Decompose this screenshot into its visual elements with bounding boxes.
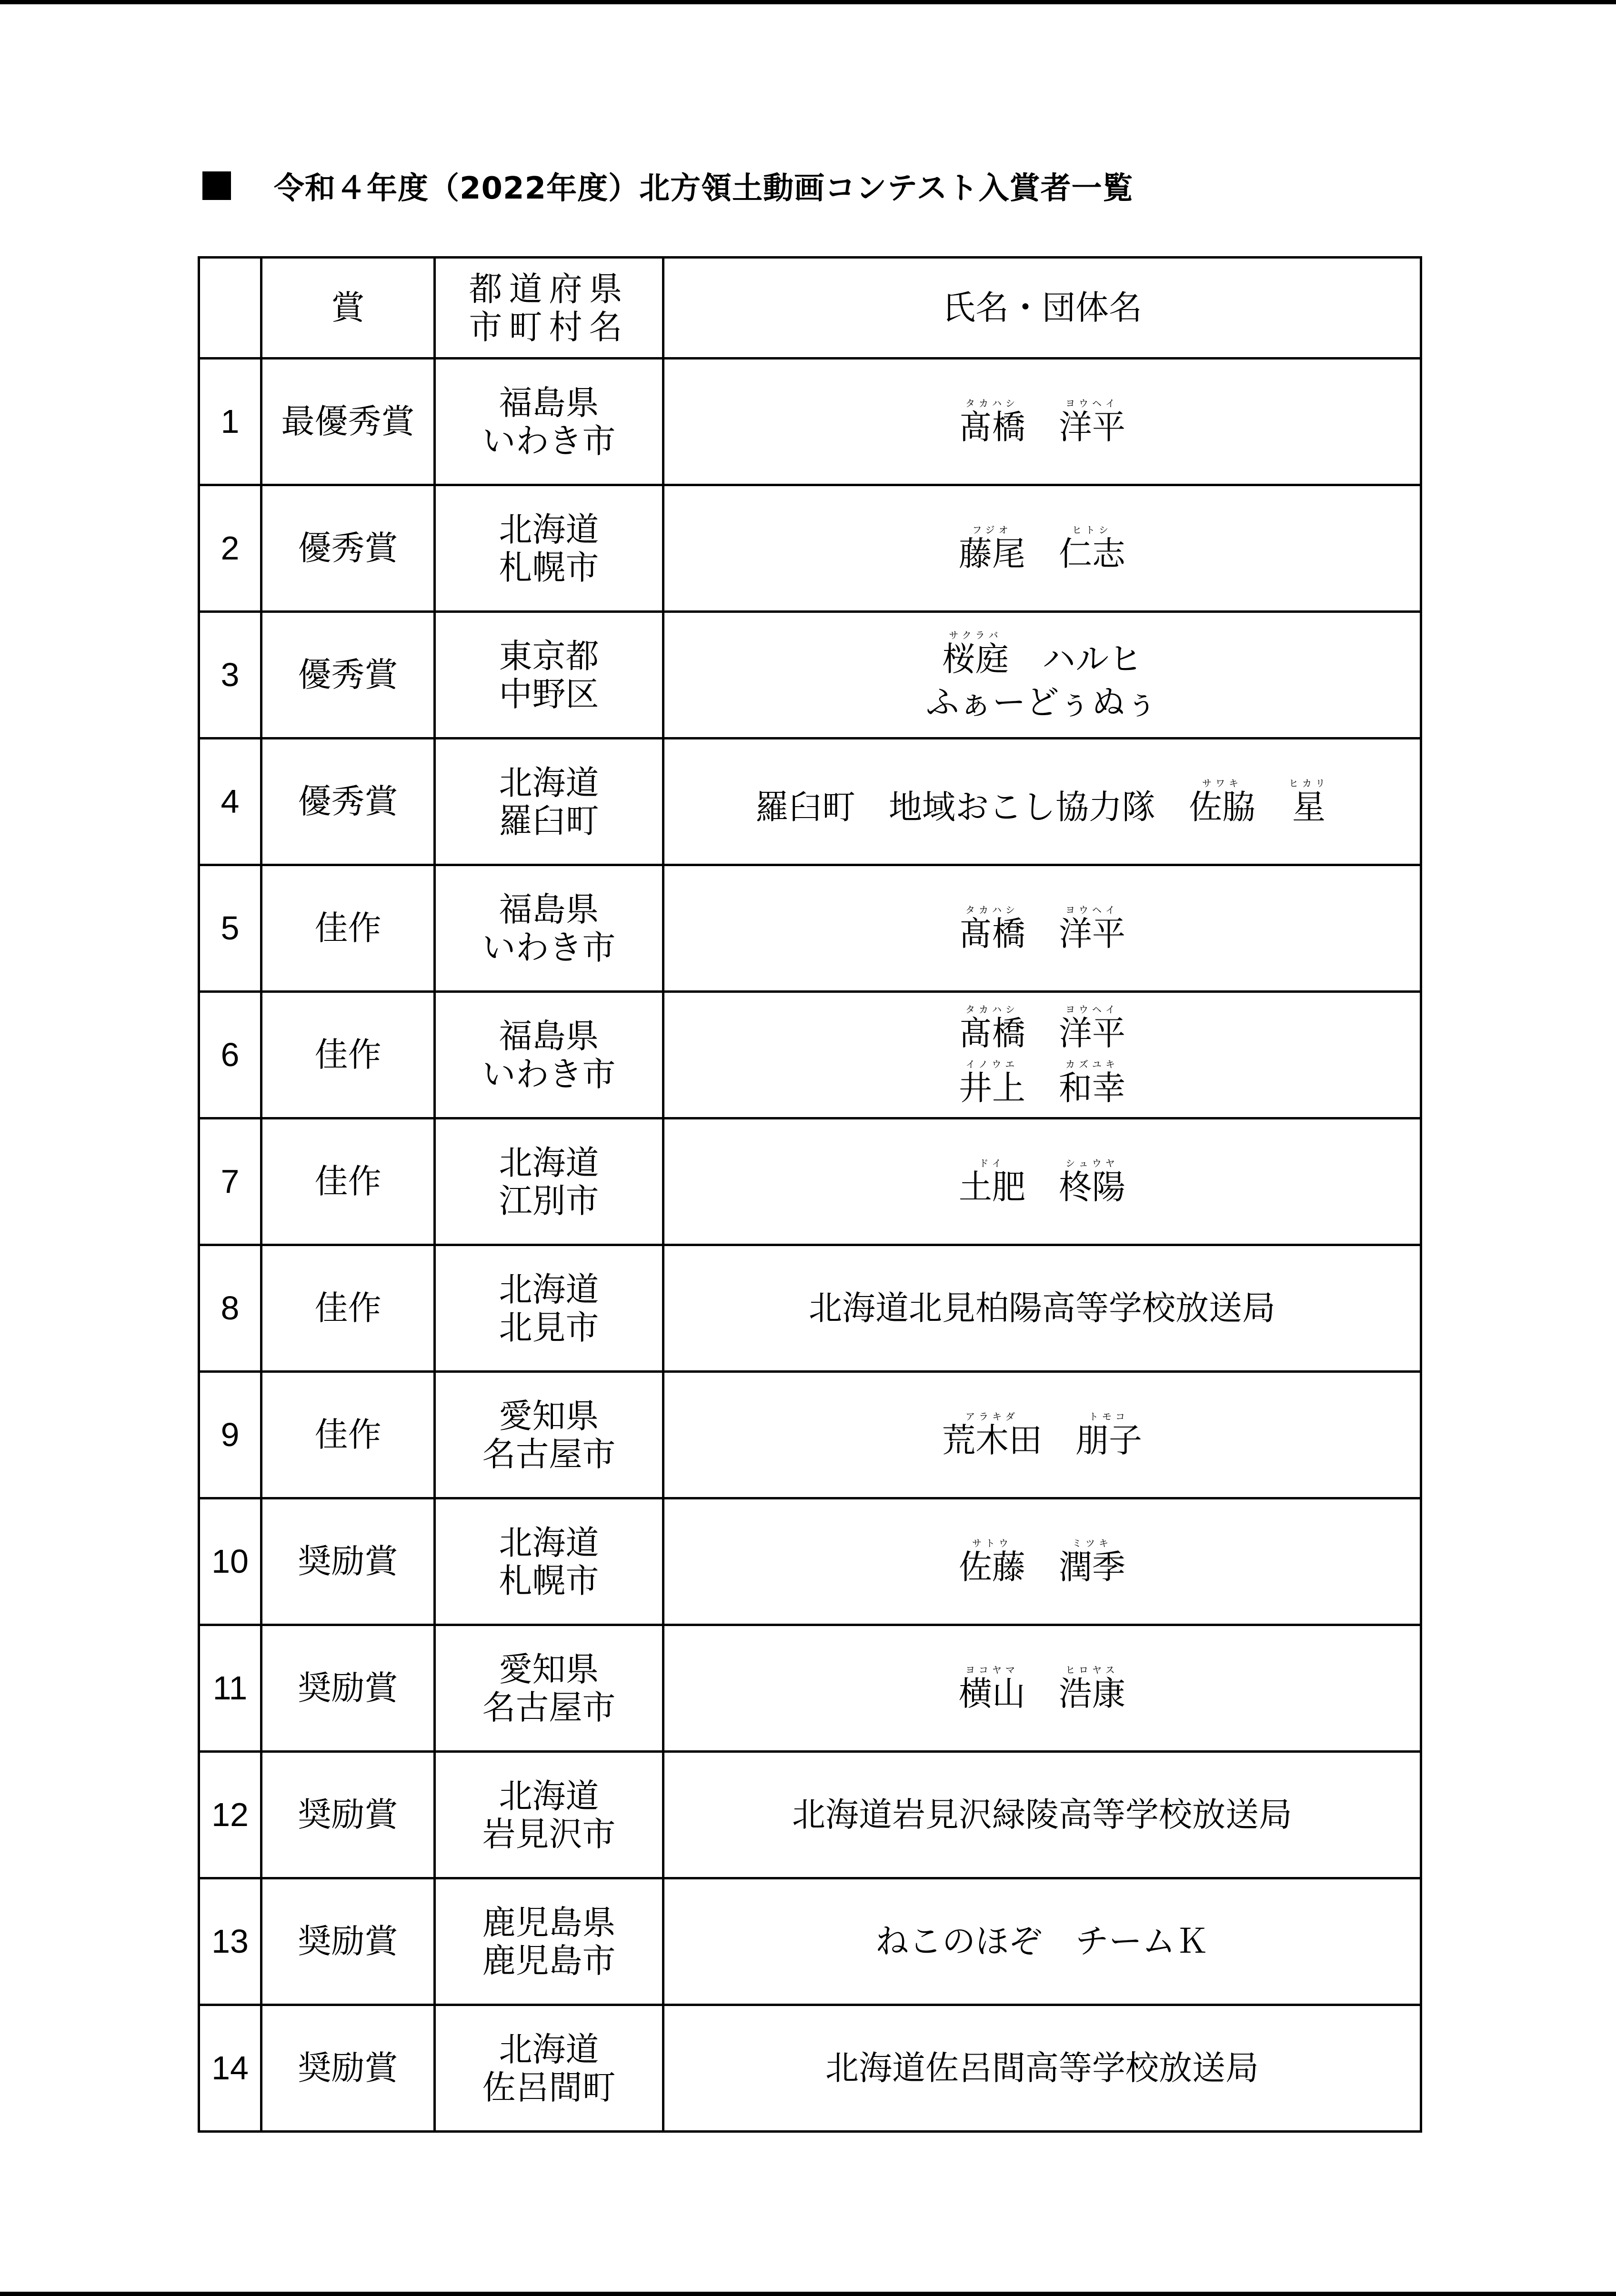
row-winner-name	[663, 1752, 1421, 1878]
row-prefecture	[435, 1878, 663, 2005]
row-prefecture	[435, 739, 663, 865]
row-winner-name	[663, 865, 1421, 992]
furigana-reading: タカハシ	[965, 398, 1019, 409]
furigana-reading: サクラバ	[949, 629, 1002, 641]
row-winner-name	[663, 992, 1421, 1118]
name-text: 洋平	[1059, 914, 1125, 953]
row-winner-name	[663, 1878, 1421, 2005]
row-prefecture	[435, 1118, 663, 1245]
table-row	[199, 865, 1421, 992]
row-award: 奨励賞	[261, 2005, 435, 2132]
table-row	[199, 2005, 1421, 2132]
row-municipality-name: 札幌市	[499, 548, 599, 587]
row-prefecture	[435, 1752, 663, 1878]
name-part	[959, 1664, 1025, 1712]
row-number: 9	[199, 1372, 261, 1498]
name-part	[942, 629, 1009, 678]
row-award: 奨励賞	[261, 1752, 435, 1878]
row-award: 佳作	[261, 1372, 435, 1498]
table-header-row	[199, 258, 1421, 359]
name-part	[959, 1537, 1025, 1586]
name-line	[664, 1004, 1420, 1052]
name-text: チームＫ	[1075, 1922, 1209, 1961]
name-line	[664, 2050, 1420, 2086]
name-text: 髙橋	[959, 1013, 1025, 1053]
row-prefecture	[435, 485, 663, 612]
name-text: ふぁーどぅぬぅ	[925, 682, 1159, 722]
row-award: 佳作	[261, 992, 435, 1118]
name-part	[1189, 778, 1255, 826]
furigana-reading: サトウ	[972, 1537, 1012, 1549]
row-award: 優秀賞	[261, 612, 435, 739]
row-municipality-name: 中野区	[499, 674, 599, 714]
table-row	[199, 485, 1421, 612]
name-text: 羅臼町	[755, 788, 855, 827]
row-prefecture	[435, 992, 663, 1118]
name-text: 柊陽	[1059, 1168, 1125, 1207]
row-municipality-name: 江別市	[499, 1181, 599, 1220]
row-municipality-name: 羅臼町	[499, 801, 599, 840]
header-number	[199, 258, 261, 359]
name-part	[959, 904, 1025, 952]
name-text: 佐藤	[959, 1547, 1025, 1587]
name-part	[1059, 904, 1125, 952]
furigana-reading: フジオ	[972, 524, 1012, 536]
table-row	[199, 739, 1421, 865]
furigana-reading: タカハシ	[965, 904, 1019, 916]
table-row	[199, 1752, 1421, 1878]
name-part	[1075, 1923, 1209, 1960]
row-prefecture	[435, 1372, 663, 1498]
row-winner-name	[663, 1245, 1421, 1372]
furigana-reading: ヒロヤス	[1065, 1664, 1119, 1676]
name-part	[809, 1290, 1275, 1327]
table-row	[199, 1118, 1421, 1245]
name-text: 藤尾	[959, 534, 1025, 573]
row-award: 奨励賞	[261, 1498, 435, 1625]
name-part	[825, 2050, 1259, 2086]
name-part	[1059, 1664, 1125, 1712]
row-municipality-name: 北見市	[499, 1308, 599, 1347]
name-part	[1075, 1411, 1142, 1459]
row-number: 6	[199, 992, 261, 1118]
name-text: 髙橋	[959, 914, 1025, 953]
name-text: 横山	[959, 1674, 1025, 1713]
name-part	[889, 778, 1155, 826]
furigana-reading: ヨコヤマ	[965, 1664, 1019, 1676]
name-text: 和幸	[1059, 1068, 1125, 1108]
furigana-reading: サワキ	[1202, 778, 1242, 789]
name-part	[1042, 629, 1142, 678]
row-prefecture-name: 北海道	[499, 1523, 599, 1562]
name-text: 地域おこし協力隊	[889, 788, 1155, 827]
name-part	[1059, 398, 1125, 446]
name-part	[926, 684, 1159, 721]
row-prefecture-name: 福島県	[499, 383, 599, 422]
name-text: 潤季	[1059, 1547, 1125, 1587]
name-text: 髙橋	[959, 408, 1025, 447]
awards-table	[198, 256, 1422, 2133]
name-text: 佐脇	[1189, 788, 1255, 827]
table-row	[199, 359, 1421, 485]
furigana-reading: トモコ	[1089, 1411, 1129, 1422]
page-bottom-rule	[0, 2292, 1616, 2296]
furigana-reading: ヨウヘイ	[1065, 398, 1119, 409]
name-part	[1059, 1004, 1125, 1052]
row-prefecture-name: 北海道	[499, 763, 599, 802]
name-part	[959, 398, 1025, 446]
row-prefecture-name: 北海道	[499, 2029, 599, 2069]
furigana-reading: ヨウヘイ	[1065, 1003, 1119, 1015]
header-name: 氏名・団体名	[663, 258, 1421, 359]
header-prefecture-line1: 都道府県	[469, 269, 629, 309]
row-award: 佳作	[261, 1245, 435, 1372]
row-municipality-name: いわき市	[482, 1054, 616, 1094]
name-part	[959, 1058, 1025, 1107]
row-winner-name	[663, 1498, 1421, 1625]
row-award: 優秀賞	[261, 485, 435, 612]
square-bullet-icon	[202, 171, 231, 200]
name-text: 洋平	[1059, 408, 1125, 447]
row-winner-name	[663, 359, 1421, 485]
row-prefecture-name: 愛知県	[499, 1649, 599, 1689]
name-text: ハルヒ	[1042, 639, 1142, 679]
name-part	[959, 1158, 1025, 1206]
name-line	[664, 1290, 1420, 1327]
name-part	[1059, 524, 1125, 572]
page-title-text: 令和４年度（2022年度）北方領土動画コンテスト入賞者一覧	[274, 171, 1134, 206]
furigana-reading: ヒトシ	[1072, 524, 1112, 536]
furigana-reading: ヨウヘイ	[1065, 904, 1119, 916]
row-prefecture	[435, 2005, 663, 2132]
row-winner-name	[663, 612, 1421, 739]
name-line	[664, 1664, 1420, 1712]
row-municipality-name: 名古屋市	[482, 1434, 616, 1474]
furigana-reading: ミツキ	[1072, 1537, 1112, 1549]
name-text: 桜庭	[942, 639, 1009, 679]
name-part	[792, 1797, 1292, 1833]
row-municipality-name: 鹿児島市	[482, 1941, 616, 1980]
furigana-reading	[1042, 629, 1142, 641]
row-award: 最優秀賞	[261, 359, 435, 485]
row-winner-name	[663, 1118, 1421, 1245]
row-prefecture-name: 北海道	[499, 509, 599, 549]
row-prefecture-name: 北海道	[499, 1143, 599, 1182]
name-part	[942, 1411, 1042, 1459]
row-award: 佳作	[261, 1118, 435, 1245]
page-title	[202, 162, 1134, 210]
row-number: 12	[199, 1752, 261, 1878]
row-winner-name	[663, 1625, 1421, 1752]
name-line	[664, 1537, 1420, 1586]
name-text: 荒木田	[942, 1421, 1042, 1460]
row-prefecture-name: 北海道	[499, 1269, 599, 1309]
table-row	[199, 1498, 1421, 1625]
row-prefecture-name: 北海道	[499, 1776, 599, 1816]
name-line	[664, 684, 1420, 721]
name-part	[959, 524, 1025, 572]
row-award: 奨励賞	[261, 1878, 435, 2005]
name-text: ねこのほぞ	[875, 1922, 1042, 1961]
awards-table-body	[199, 258, 1421, 2132]
table-row	[199, 1372, 1421, 1498]
header-prefecture-line2: 市町村名	[469, 307, 629, 347]
header-award: 賞	[261, 258, 435, 359]
name-part	[1059, 1158, 1125, 1206]
row-prefecture-name: 東京都	[499, 636, 599, 676]
page-top-rule	[0, 0, 1616, 4]
row-prefecture	[435, 865, 663, 992]
name-text: 北海道佐呂間高等学校放送局	[825, 2048, 1259, 2087]
name-text: 浩康	[1059, 1674, 1125, 1713]
name-part	[1289, 778, 1329, 826]
row-number: 14	[199, 2005, 261, 2132]
name-line	[664, 629, 1420, 678]
row-number: 3	[199, 612, 261, 739]
row-award: 優秀賞	[261, 739, 435, 865]
furigana-reading: シュウヤ	[1065, 1158, 1119, 1169]
row-municipality-name: いわき市	[482, 928, 616, 967]
row-award: 佳作	[261, 865, 435, 992]
row-winner-name	[663, 485, 1421, 612]
row-winner-name	[663, 739, 1421, 865]
row-number: 10	[199, 1498, 261, 1625]
furigana-reading: ヒカリ	[1289, 778, 1329, 789]
name-text: 朋子	[1075, 1421, 1142, 1460]
row-prefecture-name: 福島県	[499, 889, 599, 929]
name-part	[875, 1923, 1042, 1960]
row-number: 2	[199, 485, 261, 612]
row-prefecture-name: 愛知県	[499, 1396, 599, 1436]
row-municipality-name: いわき市	[482, 421, 616, 460]
furigana-reading: イノウエ	[965, 1058, 1019, 1070]
row-municipality-name: 名古屋市	[482, 1687, 616, 1727]
table-row	[199, 612, 1421, 739]
name-text: 仁志	[1059, 534, 1125, 573]
name-line	[664, 1797, 1420, 1833]
row-prefecture-name: 福島県	[499, 1016, 599, 1056]
name-line	[664, 778, 1420, 826]
furigana-reading: カズユキ	[1065, 1058, 1119, 1070]
table-row	[199, 1625, 1421, 1752]
row-number: 4	[199, 739, 261, 865]
name-part	[755, 778, 855, 826]
table-row	[199, 992, 1421, 1118]
name-line	[664, 1158, 1420, 1206]
furigana-reading: ドイ	[979, 1158, 1005, 1169]
row-number: 1	[199, 359, 261, 485]
name-text: 星	[1292, 788, 1325, 827]
name-line	[664, 1411, 1420, 1459]
table-row	[199, 1245, 1421, 1372]
name-text: 洋平	[1059, 1013, 1125, 1053]
furigana-reading: タカハシ	[965, 1003, 1019, 1015]
row-municipality-name: 岩見沢市	[482, 1814, 616, 1854]
name-part	[959, 1004, 1025, 1052]
row-number: 5	[199, 865, 261, 992]
row-winner-name	[663, 2005, 1421, 2132]
row-number: 11	[199, 1625, 261, 1752]
furigana-reading: アラキダ	[965, 1411, 1019, 1422]
name-line	[664, 398, 1420, 446]
header-prefecture	[435, 258, 663, 359]
row-number: 13	[199, 1878, 261, 2005]
row-prefecture	[435, 359, 663, 485]
row-prefecture-name: 鹿児島県	[482, 1903, 616, 1942]
row-prefecture	[435, 1625, 663, 1752]
name-part	[1059, 1537, 1125, 1586]
row-number: 8	[199, 1245, 261, 1372]
name-line	[664, 1923, 1420, 1960]
name-line	[664, 1058, 1420, 1107]
name-part	[1059, 1058, 1125, 1107]
name-line	[664, 524, 1420, 572]
row-prefecture	[435, 1498, 663, 1625]
row-municipality-name: 佐呂間町	[482, 2067, 616, 2107]
row-award: 奨励賞	[261, 1625, 435, 1752]
table-row	[199, 1878, 1421, 2005]
row-winner-name	[663, 1372, 1421, 1498]
row-prefecture	[435, 612, 663, 739]
row-prefecture	[435, 1245, 663, 1372]
name-text: 井上	[959, 1068, 1025, 1108]
name-text: 北海道岩見沢緑陵高等学校放送局	[792, 1795, 1292, 1834]
name-text: 北海道北見柏陽高等学校放送局	[809, 1288, 1275, 1328]
row-municipality-name: 札幌市	[499, 1561, 599, 1600]
name-text: 土肥	[959, 1168, 1025, 1207]
row-number: 7	[199, 1118, 261, 1245]
name-line	[664, 904, 1420, 952]
